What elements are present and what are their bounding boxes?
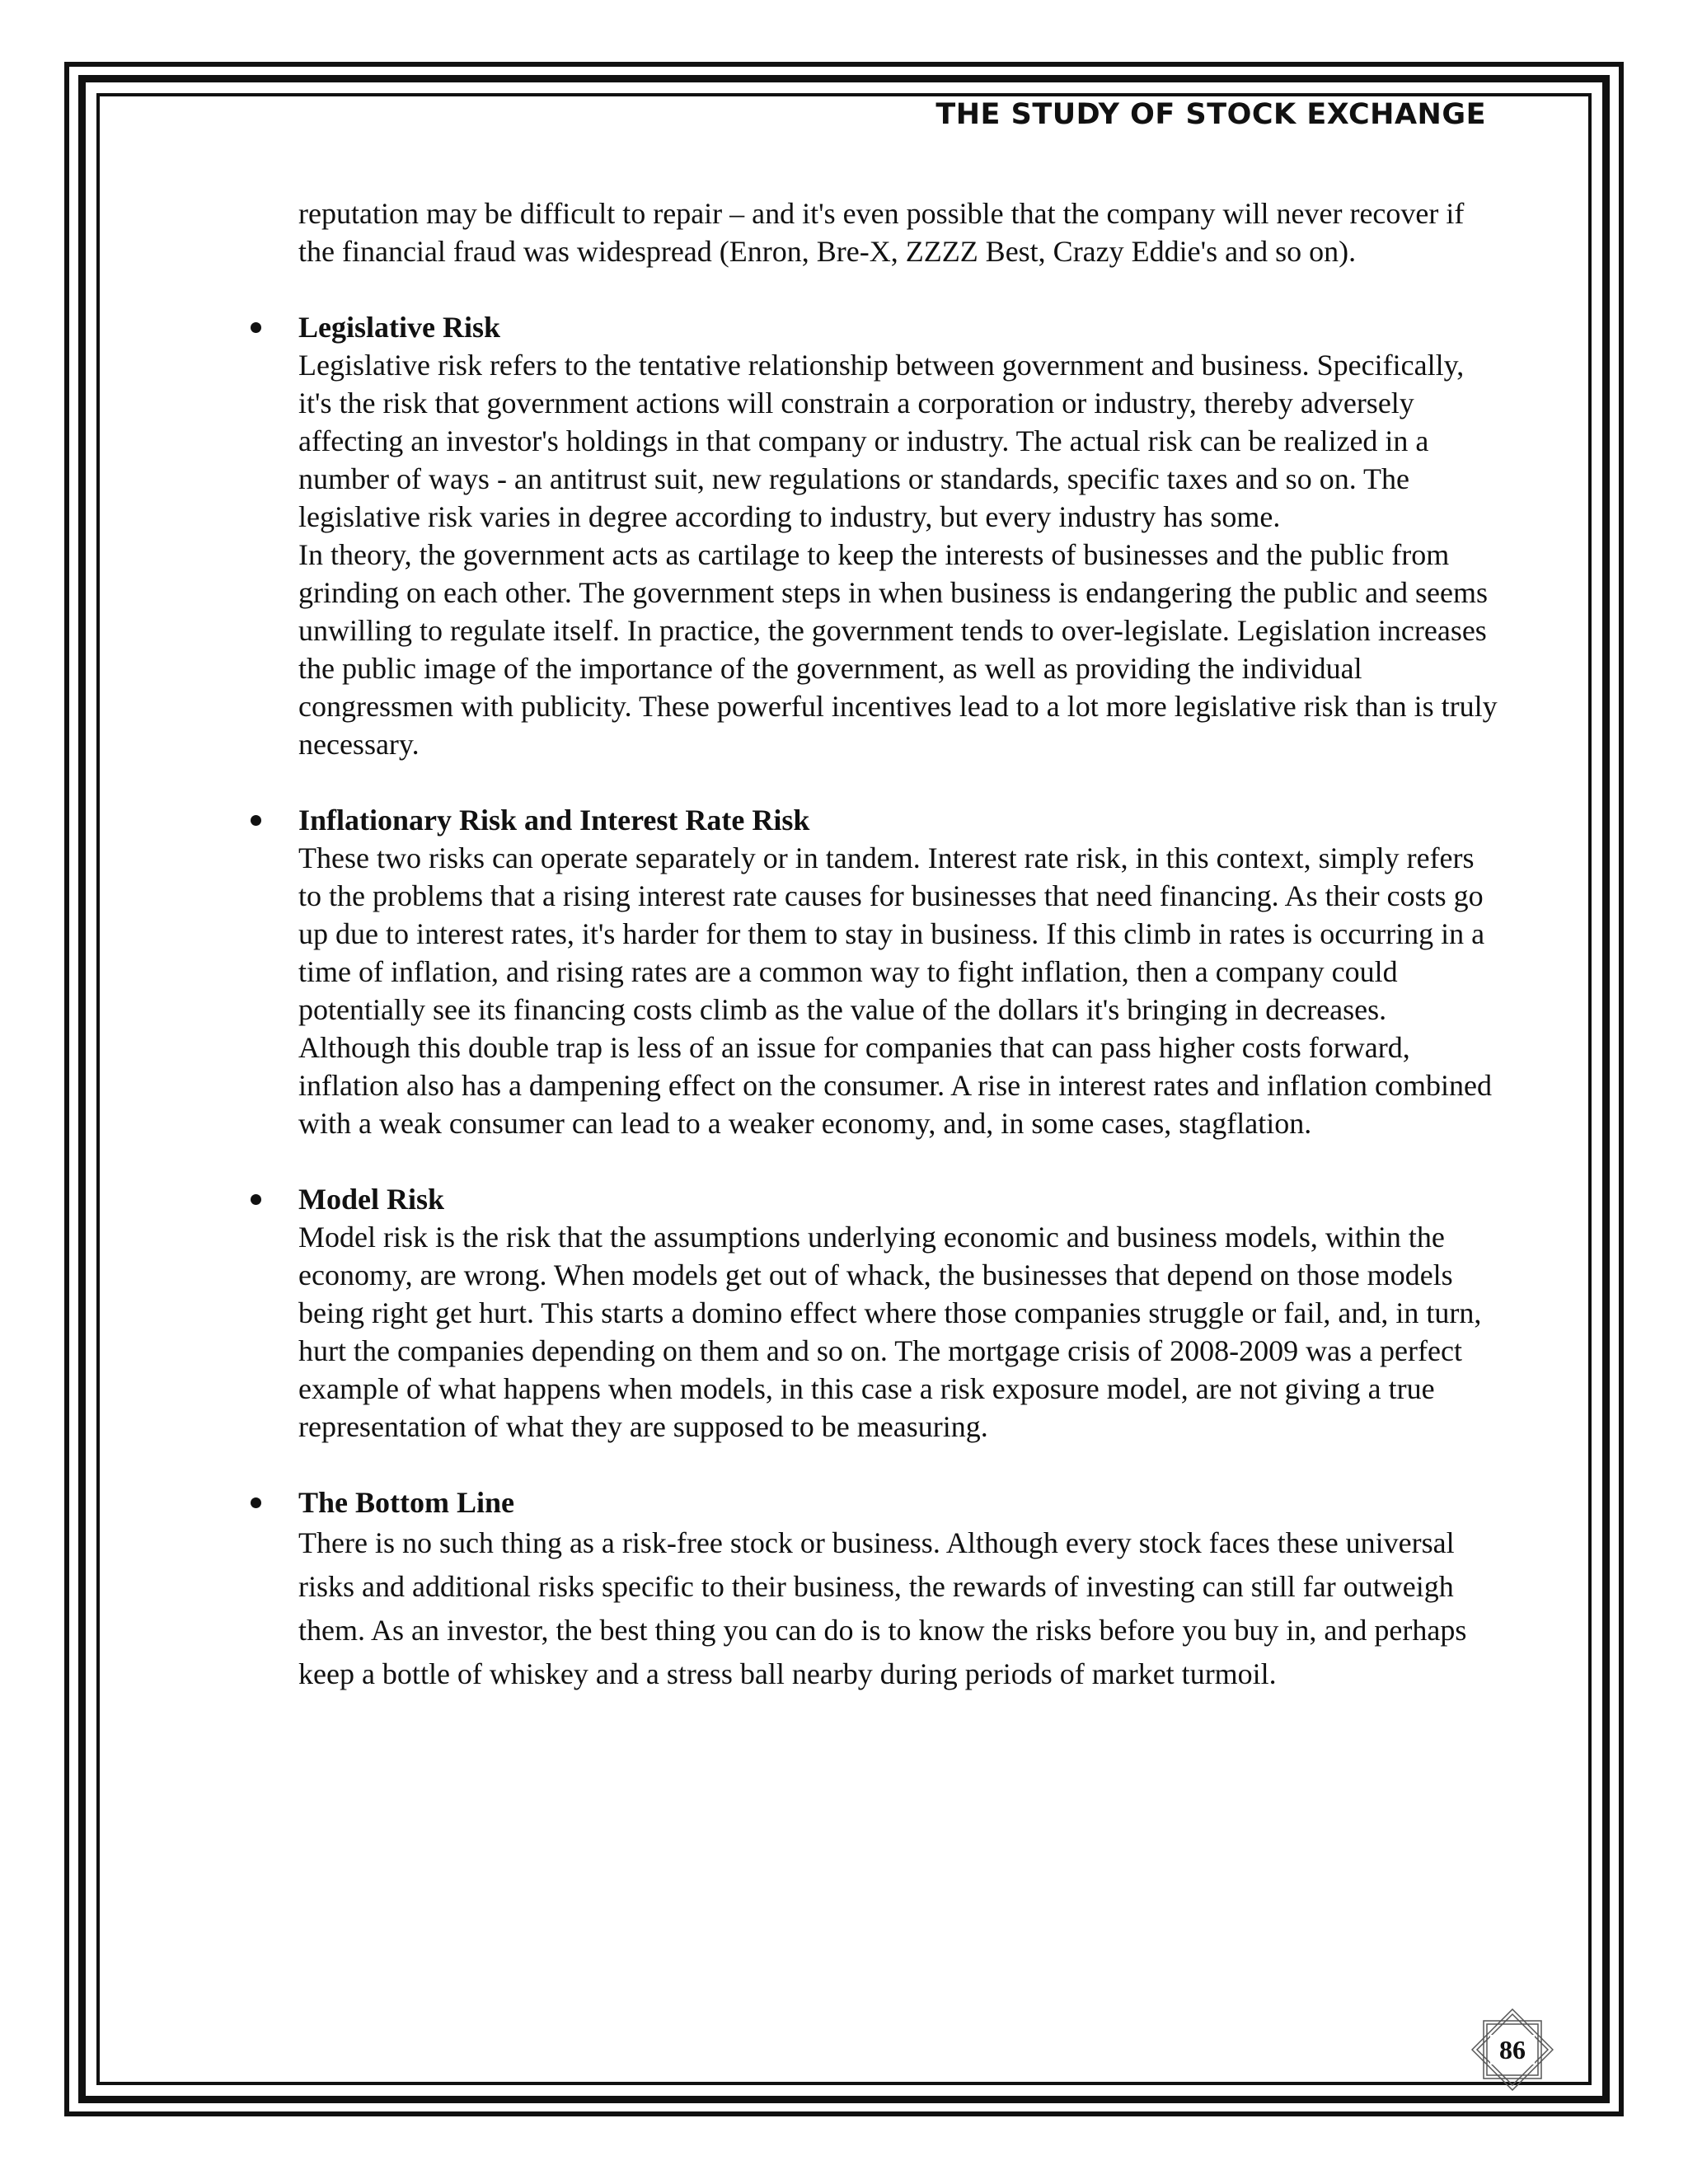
bullet-icon (251, 815, 261, 826)
page-content (298, 194, 1502, 1696)
bullet-icon (251, 1194, 261, 1205)
section-heading: The Bottom Line (298, 1486, 515, 1519)
intro-paragraph: reputation may be difficult to repair – and it's even possible that the company will never recover if the financial fraud was widespread (Enron, Bre-X, ZZZZ Best, Crazy Eddie's and so on). (298, 197, 1465, 268)
section-bottom-line (298, 1483, 1502, 1696)
section-legislative-risk (298, 308, 1502, 763)
section-paragraph: Legislative risk refers to the tentative relationship between government and business. Specifically, it's the risk that government actions will constrain a corporation or industry, thereby adversely affecting an investor's holdings in that company or industry. The actual risk can be realized in a number of ways - an antitrust suit, new regulations or standards, specific taxes and so on. The legislative risk varies in degree according to industry, but every industry has some. (298, 349, 1465, 533)
running-header: THE STUDY OF STOCK EXCHANGE (935, 98, 1486, 131)
section-paragraph: In theory, the government acts as cartilage to keep the interests of businesses and the public from grinding on each other. The government steps in when business is endangering the public and seems unwilling to regulate itself. In practice, the government tends to over-legislate. Legislation increases the public image of the importance of the government, as well as providing the individual congressmen with publicity. These powerful incentives lead to a lot more legislative risk than is truly necessary. (298, 538, 1498, 761)
section-heading: Legislative Risk (298, 311, 501, 344)
section-paragraph: There is no such thing as a risk-free stock or business. Although every stock faces these universal risks and additional risks specific to their business, the rewards of investing can still far outweigh them. As an investor, the best thing you can do is to know the risks before you buy in, and perhaps keep a bottle of whiskey and a stress ball nearby during periods of market turmoil. (298, 1526, 1467, 1690)
section-model-risk (298, 1180, 1502, 1446)
page-number: 86 (1490, 2035, 1535, 2064)
bullet-icon (251, 1497, 261, 1508)
bullet-icon (251, 322, 261, 333)
section-heading: Model Risk (298, 1183, 445, 1216)
section-paragraph: Model risk is the risk that the assumptions underlying economic and business models, within the economy, are wrong. When models get out of whack, the businesses that depend on those models being right get hurt. This starts a domino effect where those companies struggle or fail, and, in turn, hurt the companies depending on them and so on. The mortgage crisis of 2008-2009 was a perfect example of what happens when models, in this case a risk exposure model, are not giving a true representation of what they are supposed to be measuring. (298, 1221, 1482, 1443)
section-heading: Inflationary Risk and Interest Rate Risk (298, 804, 810, 837)
page-number-badge (1471, 2008, 1554, 2091)
section-inflationary-risk (298, 801, 1502, 1142)
section-paragraph: These two risks can operate separately or in tandem. Interest rate risk, in this context, simply refers to the problems that a rising interest rate causes for businesses that need financing. As their costs go up due to interest rates, it's harder for them to stay in business. If this climb in rates is occurring in a time of inflation, and rising rates are a common way to fight inflation, then a company could potentially see its financing costs climb as the value of the dollars it's bringing in decreases. Although this double trap is less of an issue for companies that can pass higher costs forward, inflation also has a dampening effect on the consumer. A rise in interest rates and inflation combined with a weak consumer can lead to a weaker economy, and, in some cases, stagflation. (298, 841, 1492, 1140)
